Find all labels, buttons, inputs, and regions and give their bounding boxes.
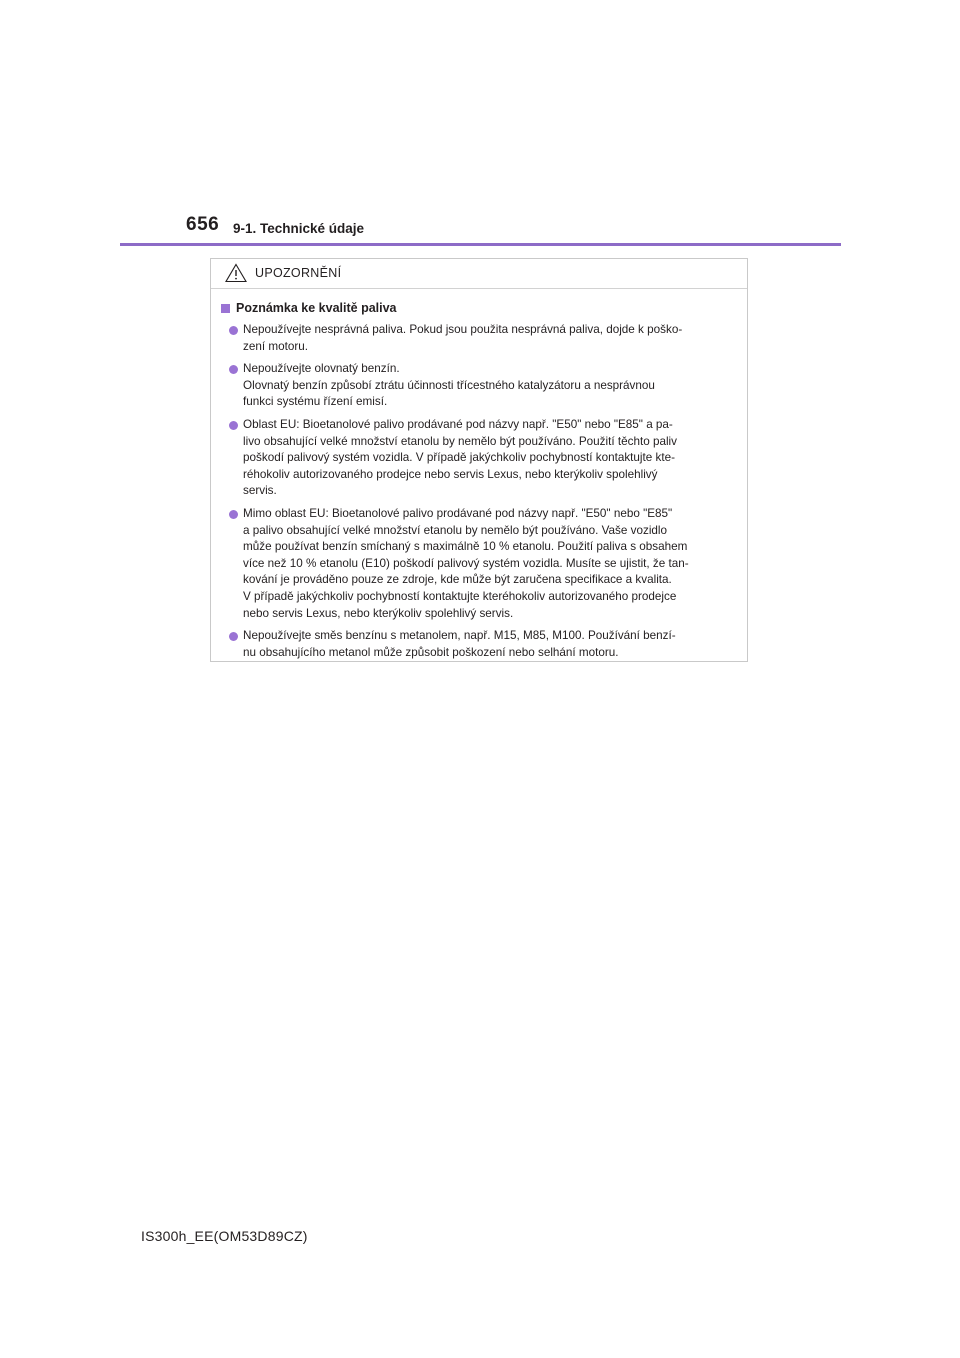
warning-subheading — [221, 301, 737, 315]
bullet-icon — [229, 632, 238, 641]
list-item-text — [243, 628, 737, 661]
text-line: funkci systému řízení emisí. — [243, 395, 388, 409]
text-line: poškodí palivový systém vozidla. V případě jakýchkoliv pochybností kontaktujte kte- — [243, 451, 676, 465]
list-item — [221, 506, 737, 622]
header-divider — [120, 243, 841, 246]
list-item — [221, 322, 737, 355]
text-line: Oblast EU: Bioetanolové palivo prodávané pod názvy např. "E50" nebo "E85" a pa- — [243, 417, 673, 431]
list-item — [221, 628, 737, 661]
text-line: více než 10 % etanolu (E10) poškodí palivový systém vozidla. Musíte se ujistit, že tan- — [243, 556, 689, 570]
text-line: Nepoužívejte nesprávná paliva. Pokud jsou použita nesprávná paliva, dojde k poško- — [243, 323, 683, 336]
list-item-text — [243, 361, 737, 411]
text-line: livo obsahující velké množství etanolu by nemělo být používáno. Použití těchto paliv — [243, 434, 677, 448]
text-line: Olovnatý benzín způsobí ztrátu účinnosti třícestného katalyzátoru a nesprávnou — [243, 378, 655, 392]
bullet-icon — [229, 421, 238, 430]
text-line: Mimo oblast EU: Bioetanolové palivo prodávané pod názvy např. "E50" nebo "E85" — [243, 506, 673, 520]
warning-triangle-icon — [225, 263, 247, 283]
text-line: Nepoužívejte směs benzínu s metanolem, např. M15, M85, M100. Používání benzí- — [243, 629, 676, 643]
subheading-text: Poznámka ke kvalitě paliva — [236, 301, 397, 315]
text-line: servis. — [243, 484, 277, 498]
page-header — [0, 0, 960, 250]
text-line: V případě jakýchkoliv pochybností kontaktujte kteréhokoliv autorizovaného prodejce — [243, 589, 677, 603]
text-line: kování je prováděno pouze ze zdroje, kde může být zaručena specifikace a kvalita. — [243, 573, 672, 587]
section-title: 9-1. Technické údaje — [233, 221, 365, 236]
list-item — [221, 417, 737, 500]
footer-document-id: IS300h_EE(OM53D89CZ) — [141, 1228, 308, 1244]
list-item-text — [243, 322, 737, 355]
bullet-icon — [229, 365, 238, 374]
page-number: 656 — [186, 214, 220, 235]
bullet-icon — [229, 510, 238, 519]
list-item-text — [243, 506, 737, 622]
warning-body — [211, 289, 747, 661]
list-item-text — [243, 417, 737, 500]
text-line: nebo servis Lexus, nebo kterýkoliv spolehlivý servis. — [243, 606, 514, 620]
warning-box — [210, 258, 748, 662]
list-item — [221, 361, 737, 411]
text-line: réhokoliv autorizovaného prodejce nebo servis Lexus, nebo kterýkoliv spolehlivý — [243, 467, 658, 481]
square-bullet-icon — [221, 304, 230, 313]
text-line: zení motoru. — [243, 339, 308, 353]
text-line: nu obsahujícího metanol může způsobit poškození nebo selhání motoru. — [243, 645, 619, 659]
text-line: Nepoužívejte olovnatý benzín. — [243, 362, 400, 376]
bullet-icon — [229, 326, 238, 335]
text-line: a palivo obsahující velké množství etanolu by nemělo být používáno. Vaše vozidlo — [243, 523, 668, 537]
text-line: může používat benzín smíchaný s maximálně 10 % etanolu. Použití paliva s obsahem — [243, 540, 688, 554]
warning-label: UPOZORNĚNÍ — [255, 266, 342, 280]
warning-header — [211, 259, 747, 289]
